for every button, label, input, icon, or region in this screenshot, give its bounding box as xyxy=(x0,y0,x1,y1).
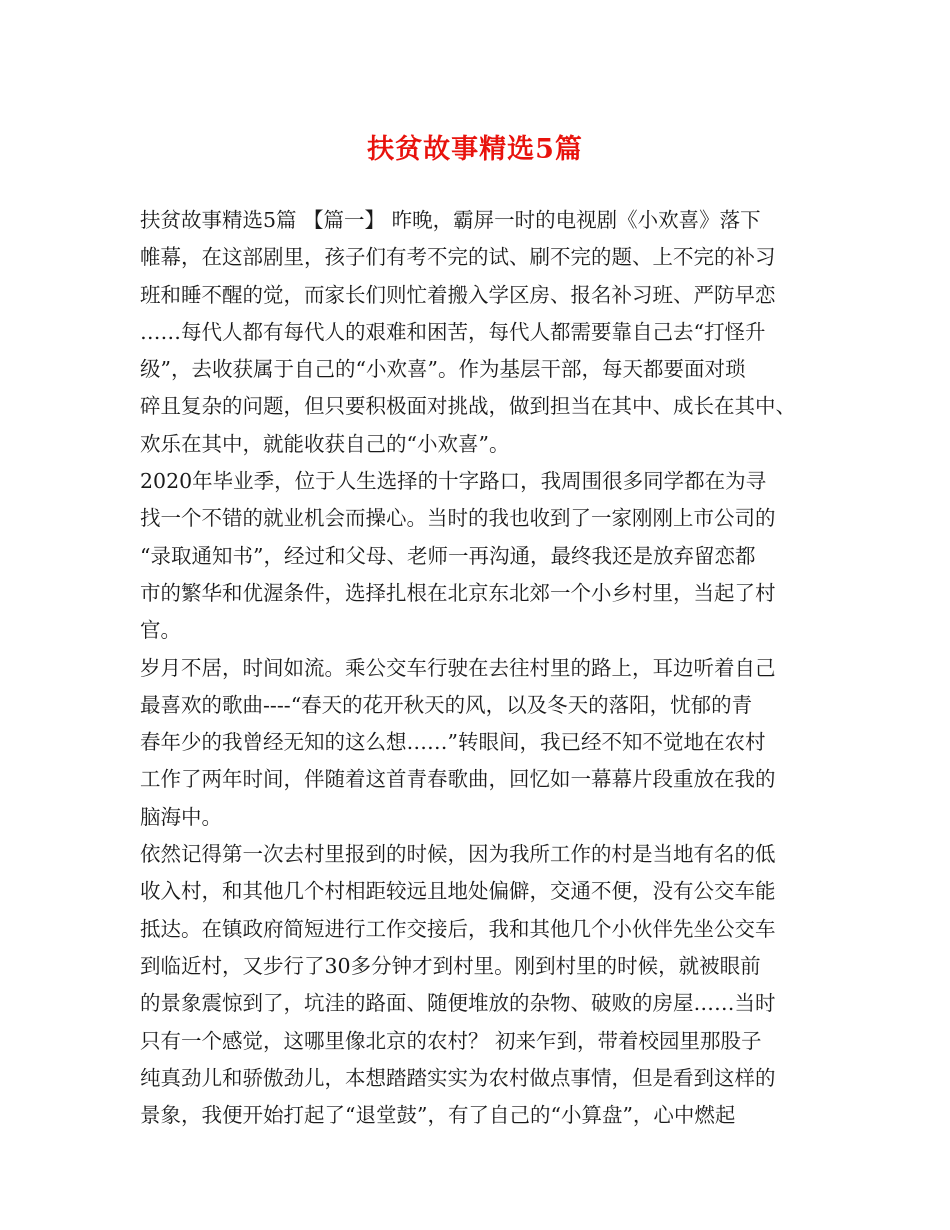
text-line: 景象，我便开始打起了“退堂鼓”，有了自己的“小算盘”，心中燃起 xyxy=(140,1103,736,1128)
document-title: 扶贫故事精选5篇 xyxy=(367,134,583,165)
text-line: 收入村，和其他几个村相距较远且地处偏僻，交通不便，没有公交车能 xyxy=(140,879,776,904)
text-line: 2020年毕业季，位于人生选择的十字路口，我周围很多同学都在为寻 xyxy=(140,469,767,494)
text-line: ……每代人都有每代人的艰难和困苦，每代人都需要靠自己去“打怪升 xyxy=(140,319,766,344)
text-line: 脑海中。 xyxy=(140,804,222,829)
text-line: “录取通知书”，经过和父母、老师一再沟通，最终我还是放弃留恋都 xyxy=(140,543,756,568)
text-line: 碎且复杂的问题，但只要积极面对挑战，做到担当在其中、成长在其中、 xyxy=(140,394,796,419)
text-line: 帷幕，在这部剧里，孩子们有考不完的试、刷不完的题、上不完的补习 xyxy=(140,245,776,270)
text-line: 班和睡不醒的觉，而家长们则忙着搬入学区房、报名补习班、严防早恋 xyxy=(140,282,776,307)
text-line: 官。 xyxy=(140,618,181,643)
text-line: 市的繁华和优渥条件，选择扎根在北京东北郊一个小乡村里，当起了村 xyxy=(140,580,776,605)
text-line: 欢乐在其中，就能收获自己的“小欢喜”。 xyxy=(140,431,510,456)
text-line: 只有一个感觉，这哪里像北京的农村？ 初来乍到，带着校园里那股子 xyxy=(140,1028,762,1053)
document-body xyxy=(140,202,830,1134)
text-line: 纯真劲儿和骄傲劲儿，本想踏踏实实为农村做点事情，但是看到这样的 xyxy=(140,1065,776,1090)
text-line: 工作了两年时间，伴随着这首青春歌曲，回忆如一幕幕片段重放在我的 xyxy=(140,767,776,792)
text-line: 抵达。在镇政府简短进行工作交接后，我和其他几个小伙伴先坐公交车 xyxy=(140,916,776,941)
text-line: 最喜欢的歌曲----“春天的花开秋天的风，以及冬天的落阳，忧郁的青 xyxy=(140,692,753,717)
text-line: 春年少的我曾经无知的这么想……”转眼间，我已经不知不觉地在农村 xyxy=(140,730,766,755)
text-line: 的景象震惊到了，坑洼的路面、随便堆放的杂物、破败的房屋……当时 xyxy=(140,991,776,1016)
text-line: 级”，去收获属于自己的“小欢喜”。作为基层干部，每天都要面对琐 xyxy=(140,357,746,382)
text-line: 扶贫故事精选5篇 【篇一】 昨晚，霸屏一时的电视剧《小欢喜》落下 xyxy=(140,208,761,232)
text-line: 依然记得第一次去村里报到的时候，因为我所工作的村是当地有名的低 xyxy=(140,842,776,867)
text-line: 到临近村，又步行了30多分钟才到村里。刚到村里的时候，就被眼前 xyxy=(140,953,761,978)
text-line: 岁月不居，时间如流。乘公交车行驶在去往村里的路上，耳边听着自己 xyxy=(140,655,776,680)
text-line: 找一个不错的就业机会而操心。当时的我也收到了一家刚刚上市公司的 xyxy=(140,506,776,531)
